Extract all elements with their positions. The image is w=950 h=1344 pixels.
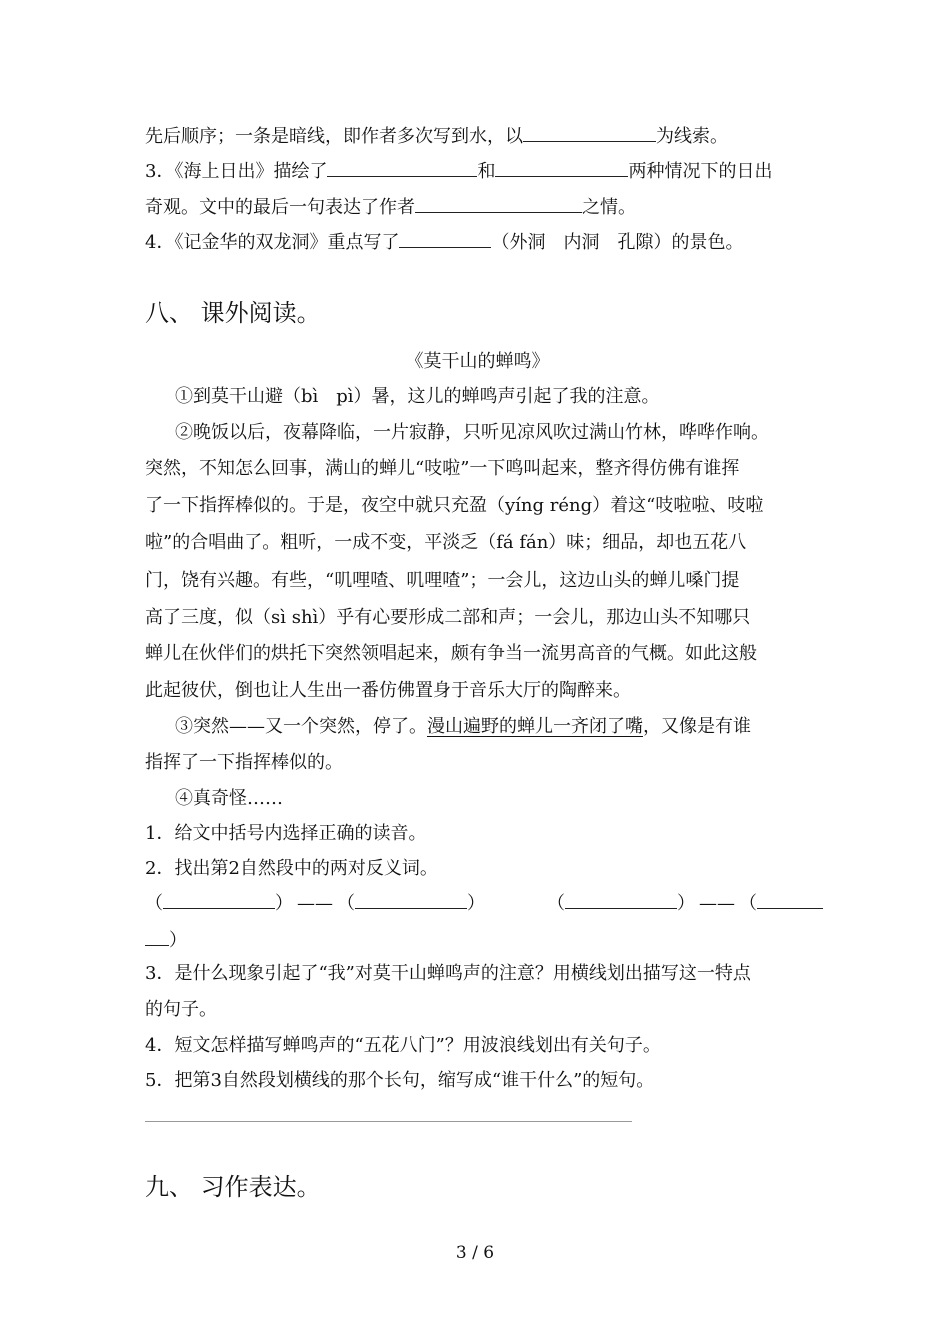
question-4: 4．短文怎样描写蝉鸣声的“五花八门”？用波浪线划出有关句子。 [145,1035,661,1056]
paren-close: ） [275,893,293,914]
paragraph-2-line: 啦”的合唱曲了。粗听，一成不变，平淡乏（fá fán）味；细品，却也五花八 [145,532,747,553]
paren-close: ） [677,893,695,914]
antonym-pairs-cont [145,927,810,953]
paragraph-4: ④真奇怪…… [175,788,283,809]
text: （外洞 内洞 孔隙）的景色。 [491,232,744,253]
paragraph-2-line: ②晚饭以后，夜幕降临，一片寂静，只听见凉风吹过满山竹林，哗哗作响。 [175,422,769,443]
dash: —— [297,893,333,914]
answer-line[interactable] [145,1121,632,1122]
paragraph-2-line: 门，饶有兴趣。有些，“叽哩喳、叽哩喳”；一会儿，这边山头的蝉儿嗓门提 [145,570,740,591]
article-title: 《莫干山的蝉鸣》 [405,351,550,372]
text: ，又像是有谁 [643,716,751,737]
text: 3．《海上日出》描绘了 [145,161,328,182]
text: 4．《记金华的双龙洞》重点写了 [145,232,400,253]
answer-blank[interactable] [327,158,477,177]
paren-open: （ [145,893,163,914]
dash: —— [699,893,735,914]
answer-blank[interactable] [523,123,656,142]
text: 两种情况下的日出 [628,161,773,182]
text: 之情。 [582,197,636,218]
text: 先后顺序；一条是暗线，即作者多次写到水，以 [145,126,523,147]
question-2: 2．找出第2自然段中的两对反义词。 [145,858,438,879]
paragraph-1: ①到莫干山避（bì pì）暑，这儿的蝉鸣声引起了我的注意。 [175,386,660,407]
paragraph-2-line: 此起彼伏，倒也让人生出一番仿佛置身于音乐大厅的陶醉来。 [145,680,631,701]
paragraph-2-line: 了一下指挥棒似的。于是，夜空中就只充盈（yíng réng）着这“吱啦啦、吱啦 [145,495,764,516]
answer-blank[interactable] [565,890,677,909]
answer-blank[interactable] [355,890,467,909]
answer-blank[interactable] [399,229,491,248]
question-4 [145,229,810,255]
underlined-sentence: 漫山遍野的蝉儿一齐闭了嘴 [427,716,643,737]
text: 为线索。 [656,126,728,147]
paragraph-3 [175,715,810,739]
question-3 [145,158,810,184]
answer-blank[interactable] [415,194,582,213]
question-1: 1．给文中括号内选择正确的读音。 [145,823,427,844]
paren-close: ） [467,893,485,914]
question-3-cont [145,194,810,220]
answer-blank[interactable] [757,890,823,909]
paragraph-3-line: 指挥了一下指挥棒似的。 [145,752,343,773]
question-3: 3．是什么现象引起了“我”对莫干山蝉鸣声的注意？用横线划出描写这一特点 [145,963,751,984]
paren-close: ） [169,930,187,951]
paren-open: （ [739,893,757,914]
text: 奇观。文中的最后一句表达了作者 [145,197,415,218]
paragraph-2-line: 高了三度，似（sì shì）乎有心要形成二部和声；一会儿，那边山头不知哪只 [145,607,751,628]
page-number: 3 / 6 [455,1243,495,1263]
answer-blank[interactable] [163,890,275,909]
fill-line-1 [145,123,810,149]
text: 和 [477,161,496,182]
text: ③突然——又一个突然，停了。 [175,716,427,737]
answer-blank[interactable] [495,158,628,177]
paragraph-2-line: 蝉儿在伙伴们的烘托下突然领唱起来，颇有争当一流男高音的气概。如此这般 [145,643,757,664]
section-heading-8: 八、 课外阅读。 [145,299,321,327]
section-heading-9: 九、 习作表达。 [145,1173,321,1201]
paren-open: （ [547,893,565,914]
question-3-cont: 的句子。 [145,999,217,1020]
answer-blank[interactable] [145,927,169,946]
paren-open: （ [337,893,355,914]
antonym-pairs [145,890,810,916]
question-5: 5．把第3自然段划横线的那个长句，缩写成“谁干什么”的短句。 [145,1070,655,1091]
paragraph-2-line: 突然，不知怎么回事，满山的蝉儿“吱啦”一下鸣叫起来，整齐得仿佛有谁挥 [145,458,740,479]
